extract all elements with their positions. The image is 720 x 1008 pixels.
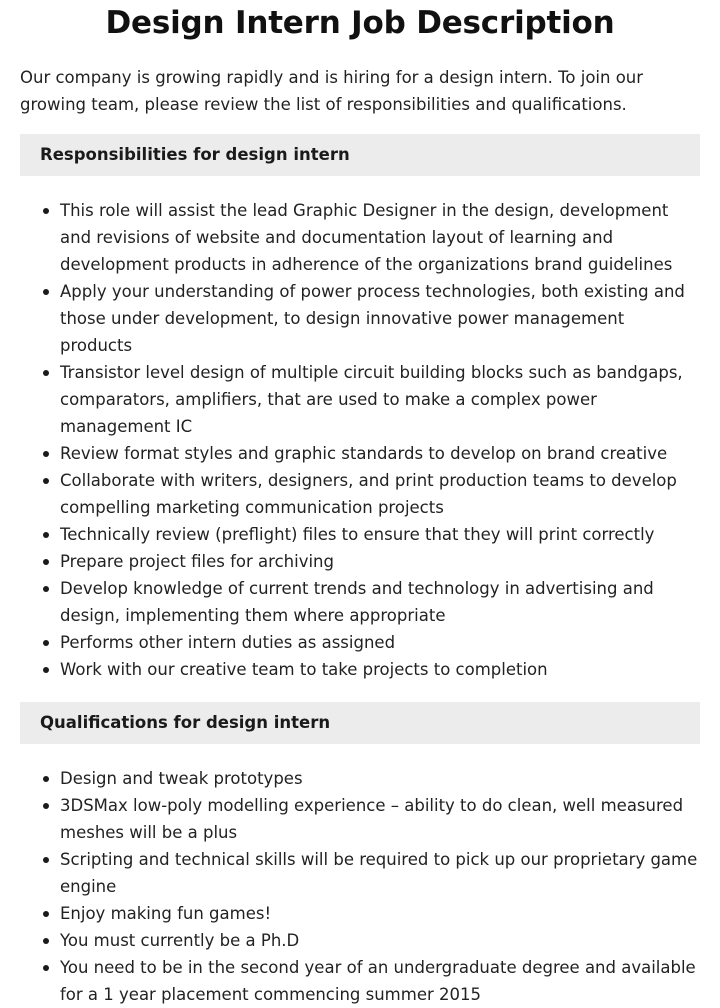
qualification-item: 3DSMax low-poly modelling experience – ability to do clean, well measured meshes will be a plus bbox=[60, 792, 700, 846]
responsibilities-list bbox=[20, 197, 700, 683]
responsibility-item: Prepare project files for archiving bbox=[60, 548, 700, 575]
qualifications-heading: Qualifications for design intern bbox=[20, 702, 700, 744]
responsibility-item: Develop knowledge of current trends and technology in advertising and design, implementing them where appropriate bbox=[60, 575, 700, 629]
page-title: Design Intern Job Description bbox=[105, 5, 615, 41]
qualification-item: Design and tweak prototypes bbox=[60, 765, 700, 792]
responsibilities-heading: Responsibilities for design intern bbox=[20, 134, 700, 176]
qualification-item: Scripting and technical skills will be required to pick up our proprietary game engine bbox=[60, 846, 700, 900]
responsibility-item: Technically review (preflight) files to ensure that they will print correctly bbox=[60, 521, 700, 548]
qualifications-list bbox=[20, 765, 700, 1008]
qualification-item: You need to be in the second year of an undergraduate degree and available for a 1 year placement commencing summer 2015 bbox=[60, 954, 700, 1008]
responsibility-item: This role will assist the lead Graphic Designer in the design, development and revisions of website and documentation layout of learning and development products in adherence of the organizations brand guidelines bbox=[60, 197, 700, 278]
responsibility-item: Review format styles and graphic standards to develop on brand creative bbox=[60, 440, 700, 467]
intro-paragraph: Our company is growing rapidly and is hiring for a design intern. To join our growing team, please review the list of responsibilities and qualifications. bbox=[20, 68, 644, 114]
responsibility-item: Transistor level design of multiple circuit building blocks such as bandgaps, comparators, amplifiers, that are used to make a complex power management IC bbox=[60, 359, 700, 440]
qualification-item: Enjoy making fun games! bbox=[60, 900, 700, 927]
responsibility-item: Work with our creative team to take projects to completion bbox=[60, 656, 700, 683]
qualification-item: You must currently be a Ph.D bbox=[60, 927, 700, 954]
responsibility-item: Performs other intern duties as assigned bbox=[60, 629, 700, 656]
responsibility-item: Collaborate with writers, designers, and print production teams to develop compelling marketing communication projects bbox=[60, 467, 700, 521]
responsibility-item: Apply your understanding of power process technologies, both existing and those under development, to design innovative power management products bbox=[60, 278, 700, 359]
